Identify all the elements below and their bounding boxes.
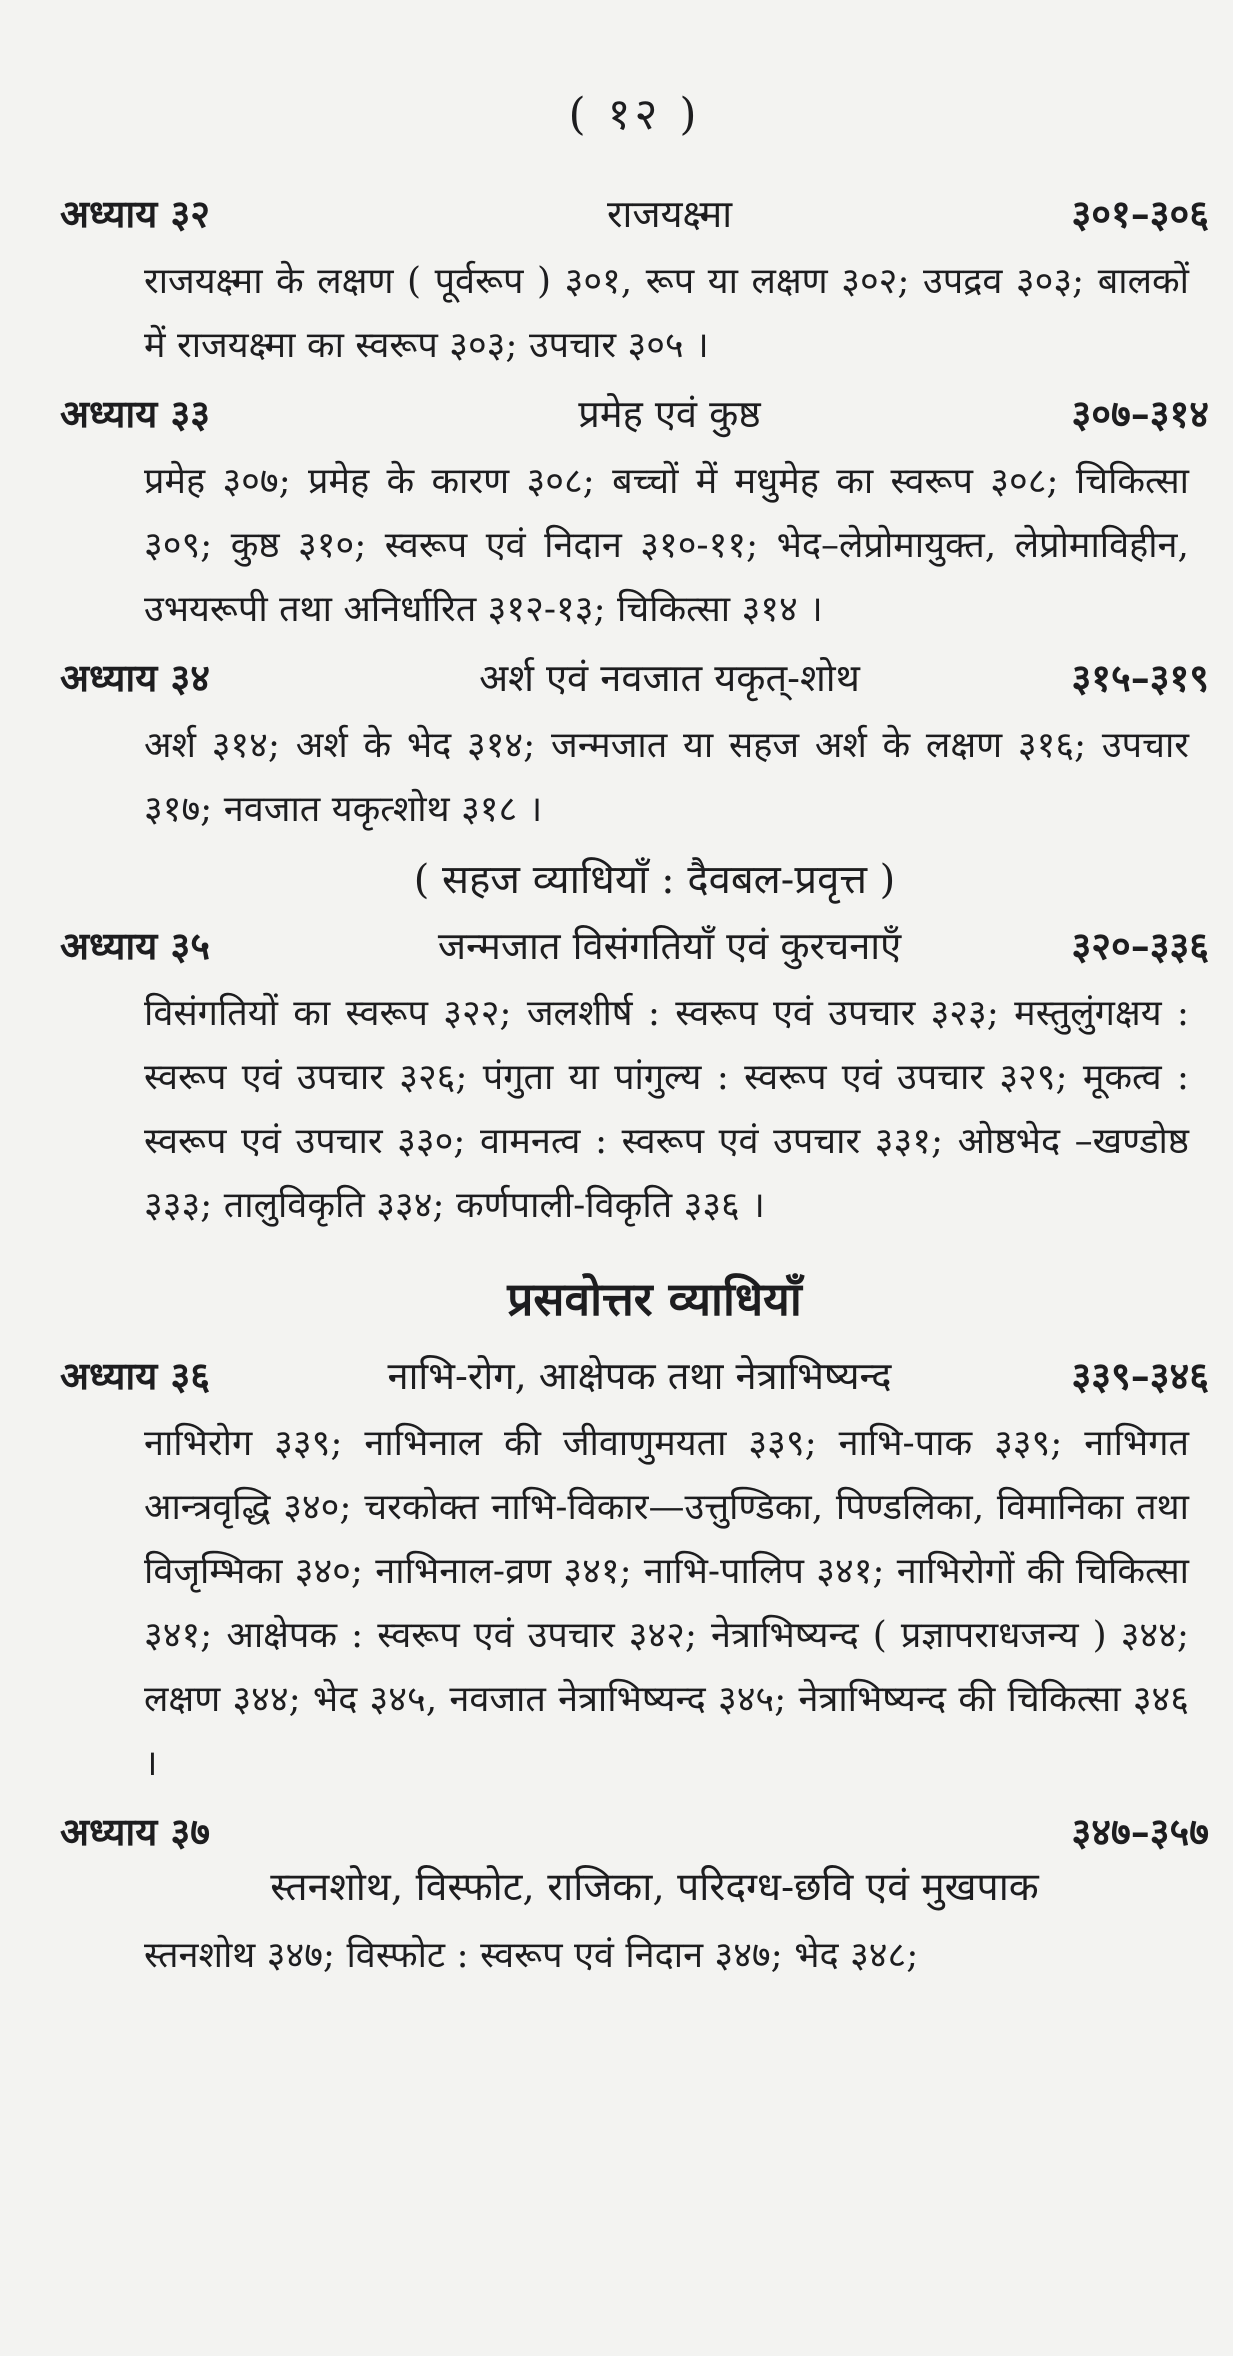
chapter-label: अध्याय ३३ (60, 391, 210, 436)
chapter-pages: ३०१–३०६ (1071, 191, 1209, 236)
chapter-33 (60, 386, 1209, 642)
chapter-header (60, 1804, 1209, 1860)
chapter-35 (60, 918, 1209, 1238)
chapter-contents: स्तनशोथ ३४७; विस्फोट : स्वरूप एवं निदान ३४७; भेद ३४८; (144, 1935, 919, 1976)
section-heading: प्रसवोत्तर व्याधियाँ (507, 1272, 802, 1326)
chapter-pages: ३०७–३१४ (1071, 391, 1209, 436)
chapter-header (60, 650, 1209, 706)
chapter-pages: ३२०–३३६ (1071, 923, 1209, 968)
chapter-title: जन्मजात विसंगतियाँ एवं कुरचनाएँ (437, 924, 902, 968)
chapter-pages: ३४७–३५७ (1071, 1809, 1209, 1854)
chapter-label: अध्याय ३७ (60, 1809, 210, 1854)
chapter-title: नाभि-रोग, आक्षेपक तथा नेत्राभिष्यन्द (387, 1354, 892, 1398)
chapter-label: अध्याय ३५ (60, 923, 210, 968)
chapter-title: प्रमेह एवं कुष्ठ (578, 392, 761, 436)
chapter-title: स्तनशोथ, विस्फोट, राजिका, परिदग्ध-छवि एवं मुखपाक (270, 1865, 1039, 1910)
chapter-header (60, 918, 1209, 974)
chapter-pages: ३१५–३१९ (1071, 655, 1209, 700)
page-number: ( १२ ) (568, 89, 701, 140)
chapter-header (60, 186, 1209, 242)
chapter-contents: प्रमेह ३०७; प्रमेह के कारण ३०८; बच्चों में मधुमेह का स्वरूप ३०८; चिकित्सा ३०९; कुष्ठ ३१०; स्वरूप एवं निदान ३१०-११; भेद–लेप्रोमायुक्त, लेप्रोमाविहीन, उभयरूपी तथा अनिर्धारित ३१२-१३; चिकित्सा ३१४ । (144, 461, 1189, 630)
chapter-header (60, 386, 1209, 442)
chapter-32 (60, 186, 1209, 378)
chapter-header (60, 1348, 1209, 1404)
chapter-contents: अर्श ३१४; अर्श के भेद ३१४; जन्मजात या सहज अर्श के लक्षण ३१६; उपचार ३१७; नवजात यकृत्शोथ ३१८ । (144, 725, 1189, 830)
chapter-label: अध्याय ३६ (60, 1353, 210, 1398)
chapter-pages: ३३९–३४६ (1071, 1353, 1209, 1398)
chapter-contents: नाभिरोग ३३९; नाभिनाल की जीवाणुमयता ३३९; नाभि-पाक ३३९; नाभिगत आन्त्रवृद्धि ३४०; चरकोक्त नाभि-विकार—उत्तुण्डिका, पिण्डलिका, विमानिका तथा विजृम्भिका ३४०; नाभिनाल-व्रण ३४१; नाभि-पालिप ३४१; नाभिरोगों की चिकित्सा ३४१; आक्षेपक : स्वरूप एवं उपचार ३४२; नेत्राभिष्यन्द ( प्रज्ञापराधजन्य ) ३४४; लक्षण ३४४; भेद ३४५, नवजात नेत्राभिष्यन्द ३४५; नेत्राभिष्यन्द की चिकित्सा ३४६ । (144, 1423, 1189, 1784)
chapter-34 (60, 650, 1209, 842)
chapter-title: राजयक्ष्मा (606, 192, 733, 236)
section-subheading: ( सहज व्याधियाँ : दैवबल-प्रवृत्त ) (413, 857, 896, 903)
chapter-37 (60, 1804, 1209, 1988)
chapter-contents: राजयक्ष्मा के लक्षण ( पूर्वरूप ) ३०१, रूप या लक्षण ३०२; उपद्रव ३०३; बालकों में राजयक्ष्मा का स्वरूप ३०३; उपचार ३०५ । (144, 261, 1189, 366)
chapter-36 (60, 1348, 1209, 1796)
chapter-title: अर्श एवं नवजात यकृत्-शोथ (479, 656, 860, 700)
chapter-label: अध्याय ३२ (60, 191, 210, 236)
chapter-label: अध्याय ३४ (60, 655, 210, 700)
chapter-contents: विसंगतियों का स्वरूप ३२२; जलशीर्ष : स्वरूप एवं उपचार ३२३; मस्तुलुंगक्षय : स्वरूप एवं उपचार ३२६; पंगुता या पांगुल्य : स्वरूप एवं उपचार ३२९; मूकत्व : स्वरूप एवं उपचार ३३०; वामनत्व : स्वरूप एवं उपचार ३३१; ओष्ठभेद –खण्डोष्ठ ३३३; तालुविकृति ३३४; कर्णपाली-विकृति ३३६ । (144, 993, 1189, 1226)
